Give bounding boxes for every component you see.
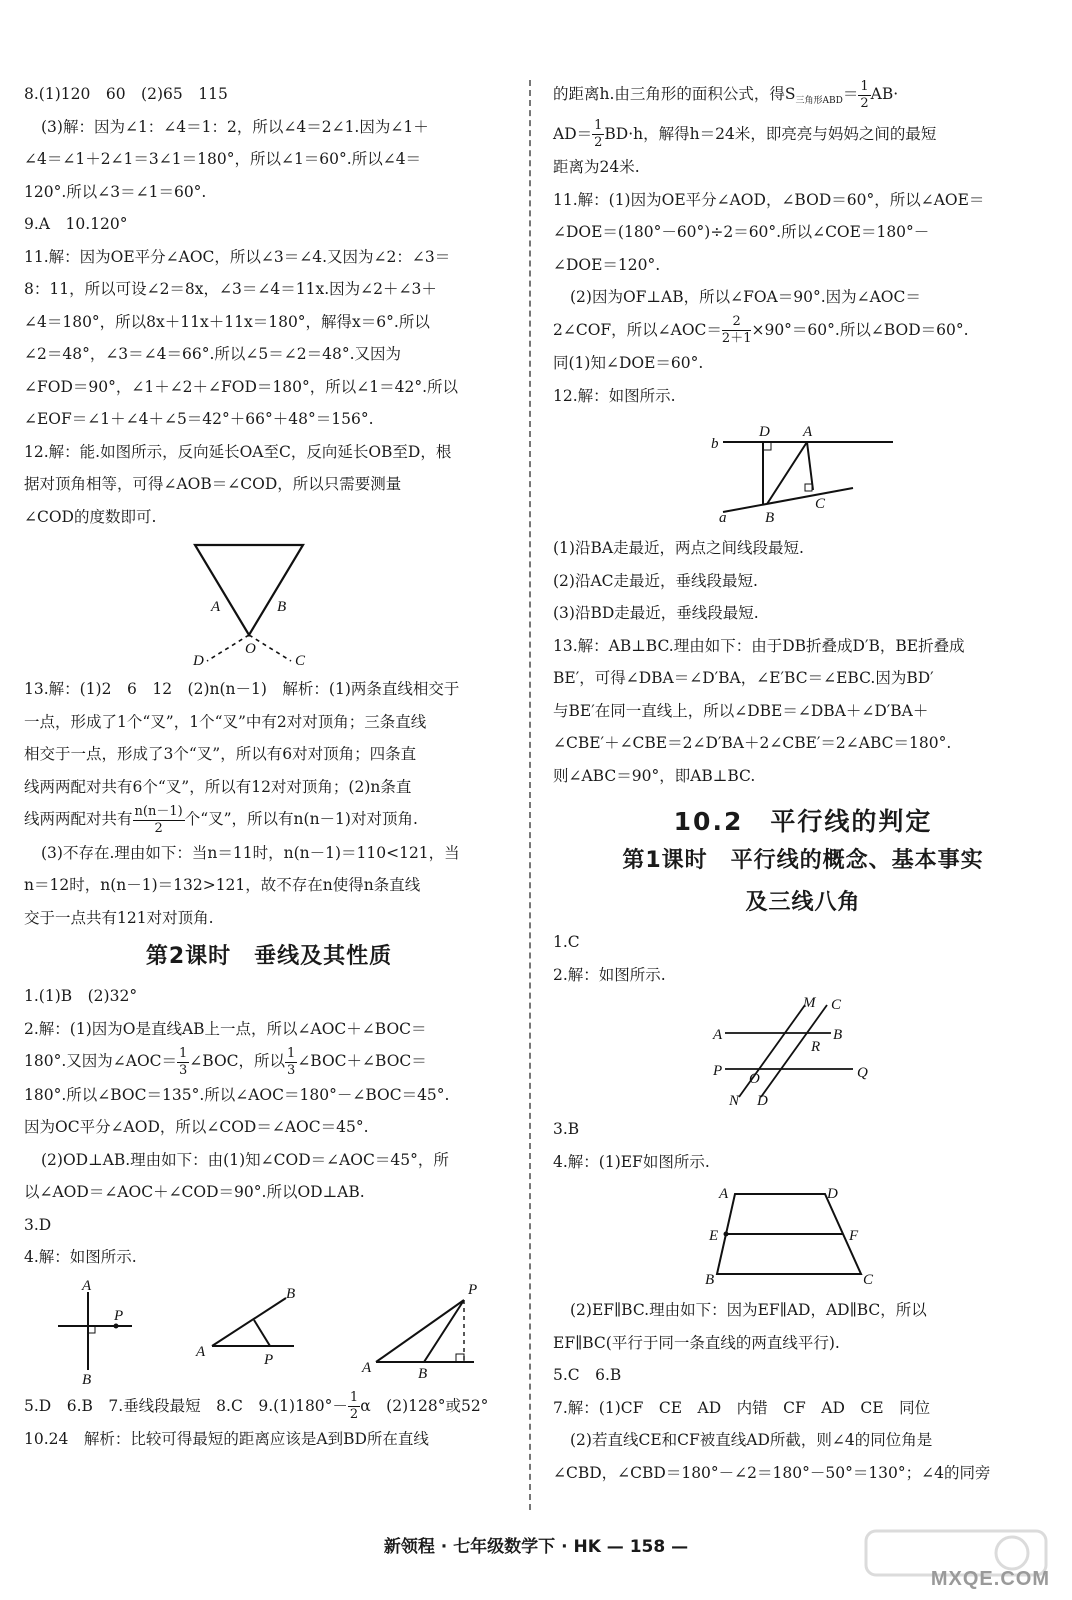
fraction-numerator: 2 [722, 314, 752, 331]
fraction-numerator: 1 [860, 78, 869, 94]
fig4r-label-f: F [849, 1228, 859, 1245]
fraction-denominator: 3 [287, 1062, 296, 1078]
page-footer: 新领程 · 七年级数学下 · HK — 158 — [383, 1537, 689, 1557]
answer-12-line2: 据对顶角相等，可得∠AOB＝∠COD，所以只需要测量 [24, 475, 402, 493]
triangle-abd-subscript: 三角形ABD [795, 96, 843, 107]
fig4r-label-c: C [863, 1272, 874, 1289]
s2-answer-1: 1.C [553, 933, 580, 952]
fraction-denominator: 3 [179, 1062, 188, 1078]
answer-13-line4: 线两两配对共有6个“叉”，所以有12对对顶角；(2)n条直 [24, 777, 412, 796]
l2-answer-5-9-b: α (2)128°或52° [360, 1396, 489, 1415]
fig12-label-o: O [245, 641, 256, 657]
fig12-label-c: C [295, 653, 306, 667]
fig4-b-label-a: A [196, 1343, 206, 1360]
fig2-label-b: B [833, 1027, 843, 1044]
l2-answer-2-line2 [24, 1045, 514, 1079]
answer-13-line5-post: 个“叉”，所以有n(n－1)对对顶角. [184, 810, 418, 828]
answer-9-10: 9.A 10.120° [24, 215, 128, 233]
fraction-one-half [348, 1390, 360, 1423]
fraction-two-over-three [722, 314, 752, 347]
r-answer-10-line1-c: AB· [870, 85, 899, 103]
fraction-numerator: 1 [179, 1045, 188, 1061]
answer-13-line5 [24, 803, 514, 837]
fraction-denominator: 2 [860, 95, 869, 111]
left-column [24, 78, 514, 1456]
fraction-denominator: 2 [349, 1407, 359, 1422]
fig4r-label-e: E [709, 1228, 719, 1245]
fraction-one-half-a [858, 79, 870, 112]
r-answer-10-line2 [553, 118, 1053, 152]
l2-answer-2-2-line2: 以∠AOD＝∠AOC＋∠COD＝90°.所以OD⊥AB. [24, 1183, 365, 1201]
fig12r-label-a-line: a [719, 510, 727, 527]
answer-8: 8.(1)120 60 (2)65 115 [24, 85, 228, 103]
answer-13-3-line2: n＝12时，n(n－1)＝132>121，故不存在n使得n条直线 [24, 876, 421, 894]
fig2-label-o: O [749, 1071, 760, 1088]
fig12-label-a: A [211, 599, 221, 615]
fig2-label-n: N [729, 1093, 740, 1108]
l2-answer-4: 4.解：如图所示. [24, 1248, 137, 1266]
r-answer-10-line2-b: BD·h，解得h＝24米，即亮亮与妈妈之间的最短 [604, 124, 937, 143]
answer-8-3-line2: ∠4＝∠1＋2∠1＝3∠1＝180°，所以∠1＝60°.所以∠4＝ [24, 150, 422, 168]
fig4-a-label-b: B [82, 1371, 92, 1386]
answer-11-line5: ∠FOD＝90°，∠1＋∠2＋∠FOD＝180°，所以∠1＝42°.所以 [24, 377, 459, 396]
l2-answer-2-line3: 180°.所以∠BOC＝135°.所以∠AOC＝180°－∠BOC＝45°. [24, 1085, 450, 1104]
r-answer-13-line2: BE′，可得∠DBA＝∠D′BA，∠E′BC＝∠EBC.因为BD′ [553, 669, 934, 688]
s2-answer-4: 4.解：(1)EF如图所示. [553, 1152, 710, 1171]
figure-trapezoid [703, 1184, 903, 1288]
fig12-label-b: B [277, 599, 287, 615]
fraction-one-third-a [177, 1046, 189, 1079]
s2-answer-7-2-line1: (2)若直线CE和CF被直线AD所截，则∠4的同位角是 [570, 1431, 933, 1450]
r-answer-12-2: (2)沿AC走最近，垂线段最短. [553, 571, 758, 590]
r-answer-11-2-line3: 同(1)知∠DOE＝60°. [553, 354, 704, 373]
fraction-numerator: n(n－1) [134, 803, 183, 819]
fig2-label-r: R [811, 1039, 821, 1056]
lesson-1-title-line1: 第1课时 平行线的概念、基本事实 [622, 848, 984, 874]
fraction-n-n-1-over-2 [133, 804, 185, 837]
r-answer-10-line3: 距离为24米. [553, 158, 640, 177]
fig12r-label-d: D [759, 424, 770, 441]
r-answer-11-line3: ∠DOE＝120°. [553, 255, 661, 274]
s2-answer-4-2-line2: EF∥BC(平行于同一条直线的两直线平行). [553, 1333, 840, 1352]
answer-13-line1: 13.解：(1)2 6 12 (2)n(n－1) 解析：(1)两条直线相交于 [24, 680, 460, 698]
fig4r-label-b: B [705, 1272, 715, 1289]
l2-answer-10: 10.24 解析：比较可得最短的距离应该是A到BD所在直线 [24, 1430, 429, 1448]
l2-answer-5-9 [24, 1390, 514, 1424]
s2-answer-2: 2.解：如图所示. [553, 965, 666, 984]
watermark-text: MXQE.COM [930, 1568, 1050, 1590]
r-answer-12-1: (1)沿BA走最近，两点之间线段最短. [553, 539, 804, 558]
fig2-label-c: C [831, 997, 842, 1014]
fraction-numerator: 1 [349, 1390, 359, 1405]
fig4-b-label-b: B [286, 1285, 296, 1302]
fig4r-label-d: D [827, 1186, 838, 1203]
r-answer-11-2-line2-b: ×90°＝60°.所以∠BOD＝60°. [751, 320, 969, 339]
answer-11-line2: 8：11，所以可设∠2＝8x，∠3＝∠4＝11x.因为∠2＋∠3＋ [24, 280, 437, 298]
r-answer-12-3: (3)沿BD走最近，垂线段最短. [553, 604, 759, 623]
answer-13-line3: 相交于一点，形成了3个“叉”，所以有6对对顶角；四条直 [24, 745, 417, 763]
r-answer-10-line2-a: AD＝ [553, 124, 593, 143]
s2-answer-5-6: 5.C 6.B [553, 1366, 622, 1385]
answer-11-line3: ∠4＝180°，所以8x＋11x＋11x＝180°，解得x＝6°.所以 [24, 312, 430, 331]
fig4-a-label-p: P [114, 1307, 124, 1324]
fraction-denominator: 2 [594, 135, 603, 151]
figure-perpendiculars [24, 1278, 514, 1386]
answer-12-line1: 12.解：能.如图所示，反向延长OA至C，反向延长OB至D，根 [24, 442, 452, 461]
fraction-one-third-b [285, 1046, 297, 1079]
answer-13-line5-pre: 线两两配对共有 [24, 810, 133, 828]
fig2-label-a: A [713, 1027, 723, 1044]
l2-answer-2-line4: 因为OC平分∠AOD，所以∠COD＝∠AOC＝45°. [24, 1118, 369, 1136]
fraction-numerator: 1 [287, 1045, 296, 1061]
fraction-denominator: 2＋1 [721, 331, 752, 347]
r-answer-12: 12.解：如图所示. [553, 386, 676, 405]
r-answer-11-line2: ∠DOE＝(180°－60°)÷2＝60°.所以∠COE＝180°－ [553, 223, 930, 242]
s2-answer-3: 3.B [553, 1120, 580, 1139]
r-answer-11-2-line2-a: 2∠COF，所以∠AOC＝ [553, 320, 722, 339]
answer-13-3-line1: (3)不存在.理由如下：当n＝11时，n(n－1)＝110<121，当 [41, 843, 460, 862]
fraction-denominator: 2 [154, 820, 163, 836]
r-answer-13-line3: 与BE′在同一直线上，所以∠DBE＝∠DBA＋∠D′BA＋ [553, 701, 929, 720]
fig4r-label-a: A [719, 1186, 729, 1203]
r-answer-11-2-line2 [553, 314, 1053, 348]
answer-11-line6: ∠EOF＝∠1＋∠4＋∠5＝42°＋66°＋48°＝156°. [24, 410, 374, 428]
fig12r-label-b: B [765, 510, 775, 527]
answer-11-line4: ∠2＝48°，∠3＝∠4＝66°.所以∠5＝∠2＝48°.又因为 [24, 345, 402, 363]
right-column [553, 78, 1053, 1489]
l2-answer-2-line2-c: ∠BOC＋∠BOC＝ [297, 1052, 427, 1070]
section-10-2-title: 10.2 平行线的判定 [673, 807, 933, 837]
l2-answer-2-2-line1: (2)OD⊥AB.理由如下：由(1)知∠COD＝∠AOC＝45°，所 [41, 1150, 449, 1169]
fig4-c-label-b: B [418, 1365, 428, 1382]
answer-13-line2: 一点，形成了1个“叉”，1个“叉”中有2对对顶角；三条直线 [24, 712, 427, 731]
fraction-numerator: 1 [594, 118, 603, 134]
answer-12-line3: ∠COD的度数即可. [24, 507, 157, 526]
r-answer-11-line1: 11.解：(1)因为OE平分∠AOD，∠BOD＝60°，所以∠AOE＝ [553, 190, 985, 209]
l2-answer-5-9-a: 5.D 6.B 7.垂线段最短 8.C 9.(1)180°－ [24, 1396, 348, 1415]
fig12r-label-c: C [815, 496, 826, 513]
lesson-1-title-line2: 及三线八角 [745, 890, 861, 916]
l2-answer-3: 3.D [24, 1215, 52, 1234]
r-answer-13-line1: 13.解：AB⊥BC.理由如下：由于DB折叠成D′B，BE折叠成 [553, 636, 965, 655]
r-answer-13-line5: 则∠ABC＝90°，即AB⊥BC. [553, 766, 756, 785]
fig4-c-label-a: A [362, 1359, 372, 1376]
fig12-label-d: D [193, 653, 204, 667]
fig4-c-label-p: P [468, 1281, 478, 1298]
figure-shortest-paths [703, 418, 903, 526]
answer-8-3-line1: (3)解：因为∠1：∠4＝1：2，所以∠4＝2∠1.因为∠1＋ [41, 117, 429, 136]
fig12r-label-a: A [803, 424, 813, 441]
l2-answer-2-line1: 2.解：(1)因为O是直线AB上一点，所以∠AOC＋∠BOC＝ [24, 1019, 427, 1038]
l2-answer-2-line2-a: 180°.又因为∠AOC＝ [24, 1052, 178, 1070]
fig4-a-label-a: A [82, 1277, 92, 1294]
s2-answer-7: 7.解：(1)CF CE AD 内错 CF AD CE 同位 [553, 1398, 931, 1417]
answer-8-3-line3: 120°.所以∠3＝∠1＝60°. [24, 182, 207, 201]
l2-answer-1: 1.(1)B (2)32° [24, 987, 138, 1005]
r-answer-10-line1-b: ＝ [842, 85, 859, 103]
answer-11-line1: 11.解：因为OE平分∠AOC，所以∠3＝∠4.又因为∠2：∠3＝ [24, 247, 451, 266]
fig4-b-label-p: P [264, 1351, 274, 1368]
l2-answer-2-line2-b: ∠BOC，所以 [189, 1052, 286, 1070]
fig12r-label-b-line: b [711, 436, 719, 453]
figure-vertical-angles [169, 539, 369, 667]
fraction-one-half-b [592, 118, 604, 151]
s2-answer-7-2-line2: ∠CBD，∠CBD＝180°－∠2＝180°－50°＝130°；∠4的同旁 [553, 1463, 991, 1482]
lesson-2-title: 第2课时 垂线及其性质 [145, 944, 393, 969]
s2-answer-4-2-line1: (2)EF∥BC.理由如下：因为EF∥AD，AD∥BC，所以 [570, 1301, 927, 1320]
fig2-label-m: M [803, 997, 816, 1012]
fig2-label-p: P [713, 1063, 723, 1080]
r-answer-10-line1-a: 的距离h.由三角形的面积公式，得S [553, 85, 796, 103]
column-divider [529, 80, 531, 1510]
answer-13-3-line3: 交于一点共有121对对顶角. [24, 908, 214, 927]
figure-parallel-lines [703, 997, 903, 1107]
r-answer-10-line1 [553, 78, 1053, 118]
fig2-label-q: Q [857, 1065, 868, 1082]
r-answer-13-line4: ∠CBE′＋∠CBE＝2∠D′BA＋2∠CBE′＝2∠ABC＝180°. [553, 734, 952, 753]
fig2-label-d: D [757, 1093, 768, 1108]
r-answer-11-2-line1: (2)因为OF⊥AB，所以∠FOA＝90°.因为∠AOC＝ [570, 288, 921, 307]
